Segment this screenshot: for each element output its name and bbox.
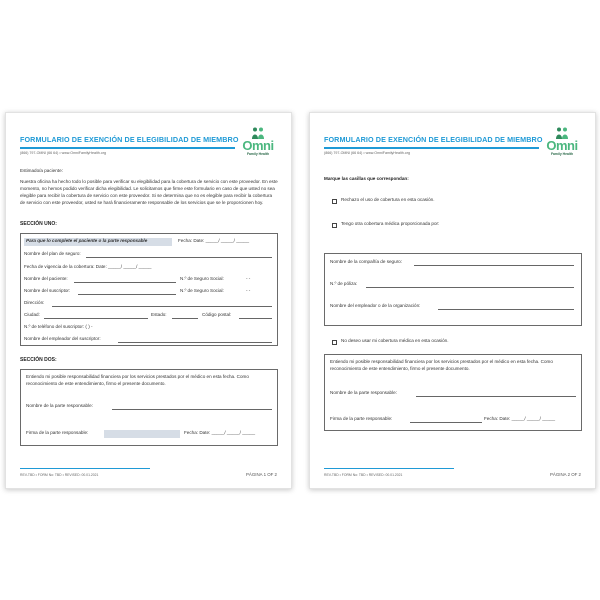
employer-org-label: Nombre del empleador o de la organización: [330, 303, 421, 308]
employer-org-field[interactable] [438, 309, 574, 310]
subscriber-phone-field[interactable]: N.º de teléfono del suscriptor: ( ) - [24, 324, 93, 329]
section-one-heading: SECCIÓN UNO: [20, 221, 57, 227]
subscriber-name-field[interactable] [78, 294, 176, 295]
greeting: Estimado/a paciente: [20, 168, 63, 173]
form-page-1 [5, 112, 292, 489]
responsible-name-field[interactable] [416, 396, 576, 397]
effective-date-field[interactable]: Fecha de vigencia de la cobertura: Date: _____/ _____/ _____ [24, 264, 152, 269]
state-field[interactable] [172, 318, 198, 319]
responsible-name-label: Nombre de la parte responsable: [330, 390, 397, 395]
logo-name: Omni [546, 138, 578, 153]
footer-page-number: PÁGINA 1 OF 2 [246, 472, 277, 477]
footer-page-number: PÁGINA 2 OF 2 [550, 472, 581, 477]
patient-name-field[interactable] [74, 282, 176, 283]
signature-date-field[interactable]: Fecha: Date: _____/ _____/ _____ [184, 430, 256, 435]
patient-name-label: Nombre del paciente: [24, 276, 68, 281]
patient-ssn-field[interactable]: - - [246, 276, 251, 281]
signature-date-field[interactable]: Fecha: Date: _____/ _____/ _____ [484, 416, 556, 421]
intro-paragraph: Nuestra oficina ha hecho todo lo posible para verificar su elegibilidad para la cobertura de servicio con este proveedor. En este momento, no hemos podido verificar dicha elegibilidad. Le solicitamos que firme este formulario en caso de que usted no sea elegible para recibir la cobertura de servicio con este proveedor. Si se determina que no es elegible para recibir la cobertura de servicio con este proveedor, usted se hará financieramente responsable de los servicios que se le proporcionen hoy. [20, 179, 278, 206]
header-contact: (866) 797-OMNI (66 64) • www.OmniFamilyHealth.org [20, 151, 106, 155]
footer-form-info: REV-TBD • FORM No: TBD • REVISED: 00.01.2021 [20, 473, 99, 477]
date-field[interactable]: Fecha: Date: _____/ _____/ _____ [178, 238, 250, 243]
zip-label: Código postal: [202, 312, 232, 317]
other-coverage-label: Tengo otra cobertura médica proporcionada por: [341, 221, 440, 226]
zip-field[interactable] [239, 318, 272, 319]
city-field[interactable] [44, 318, 148, 319]
employer-field[interactable] [118, 342, 272, 343]
patient-ssn-label: N.º de Seguro Social: [180, 276, 224, 281]
header-rule [324, 147, 539, 149]
form-page-2 [309, 112, 596, 489]
footer-rule [20, 468, 150, 469]
omni-logo [543, 127, 581, 159]
omni-logo [239, 127, 277, 159]
signature-band [104, 430, 180, 438]
employer-label: Nombre del empleador del suscriptor: [24, 336, 101, 341]
reject-coverage-checkbox[interactable] [332, 199, 337, 204]
plan-name-label: Nombre del plan de seguro: [24, 251, 81, 256]
state-label: Estado: [151, 312, 167, 317]
policy-number-field[interactable] [366, 287, 574, 288]
subscriber-ssn-field[interactable]: - - [246, 288, 251, 293]
subscriber-name-label: Nombre del suscriptor: [24, 288, 71, 293]
logo-name: Omni [242, 138, 274, 153]
form-title: FORMULARIO DE EXENCIÓN DE ELEGIBILIDAD DE MIEMBRO [20, 135, 239, 144]
logo-subtitle: Family Health [550, 152, 574, 156]
footer-rule [324, 468, 454, 469]
address-label: Dirección: [24, 300, 45, 305]
acknowledgement-text: Entiendo mi posible responsabilidad financiera por los servicios prestados por el médico en esta fecha. Como reconocimiento de este entendimiento, firmo el presente documento. [26, 374, 249, 387]
address-field[interactable] [52, 306, 272, 307]
header-rule [20, 147, 235, 149]
form-title: FORMULARIO DE EXENCIÓN DE ELEGIBILIDAD DE MIEMBRO [324, 135, 543, 144]
subscriber-ssn-label: N.º de Seguro Social: [180, 288, 224, 293]
policy-number-label: N.º de póliza: [330, 281, 358, 286]
logo-subtitle: Family Health [246, 152, 270, 156]
decline-coverage-checkbox[interactable] [332, 340, 337, 345]
responsible-signature-field[interactable] [410, 422, 482, 423]
plan-name-field[interactable] [86, 257, 272, 258]
company-name-field[interactable] [414, 265, 574, 266]
city-label: Ciudad: [24, 312, 40, 317]
responsible-signature-label: Firma de la parte responsable: [26, 430, 89, 435]
responsible-signature-label: Firma de la parte responsable: [330, 416, 393, 421]
decline-coverage-label: No deseo usar mi cobertura médica en esta ocasión. [341, 338, 449, 343]
patient-band-label: Para que lo complete el paciente o la parte responsable [26, 238, 148, 243]
company-name-label: Nombre de la compañía de seguro: [330, 259, 403, 264]
section-two-heading: SECCIÓN DOS: [20, 357, 57, 363]
header-contact: (866) 797-OMNI (66 64) • www.OmniFamilyHealth.org [324, 151, 410, 155]
footer-form-info: REV-TBD • FORM No: TBD • REVISED: 00.01.2021 [324, 473, 403, 477]
acknowledgement-text: Entiendo mi posible responsabilidad financiera por los servicios prestados por el médico en esta fecha. Como reconocimiento de este entendimiento, firmo el presente documento. [330, 359, 553, 372]
responsible-name-field[interactable] [112, 409, 272, 410]
reject-coverage-label: Rechazo el uso de cobertura en esta ocasión. [341, 197, 435, 202]
checkbox-instruction: Marque las casillas que correspondan: [324, 176, 409, 181]
other-coverage-checkbox[interactable] [332, 223, 337, 228]
responsible-name-label: Nombre de la parte responsable: [26, 403, 93, 408]
